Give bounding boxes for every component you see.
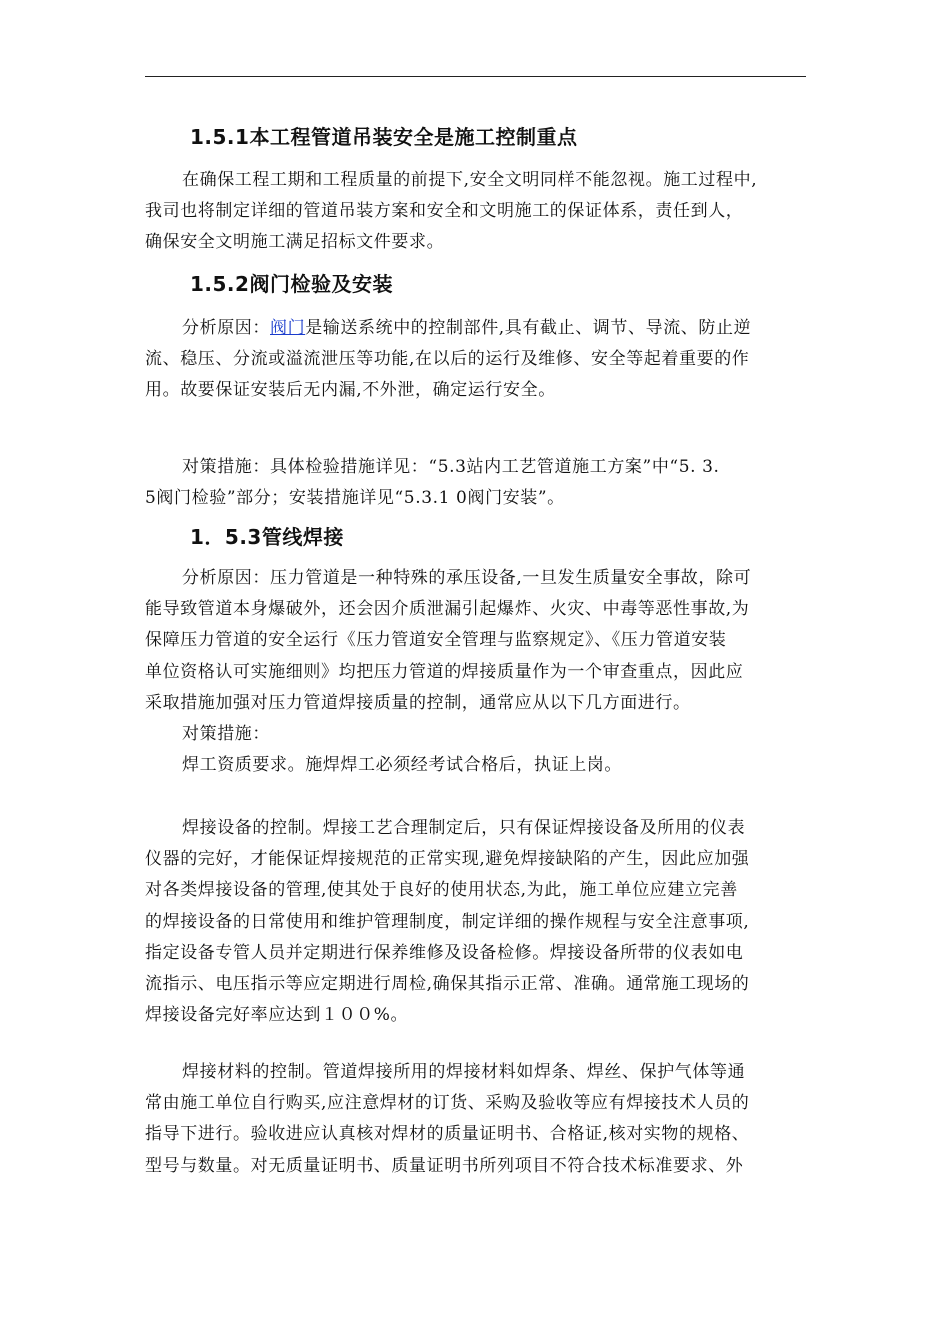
text-line: 能导致管道本身爆破外，还会因介质泄漏引起爆炸、火灾、中毒等恶性事故,为	[145, 599, 750, 620]
text-line: 型号与数量。对无质量证明书、质量证明书所列项目不符合技术标准要求、外	[145, 1155, 744, 1176]
text-line: 5阀门检验”部分；安装措施详见“5.3.1 0阀门安装”。	[145, 488, 565, 509]
paragraph-valve-analysis	[145, 313, 809, 407]
text-line: 对策措施：	[182, 724, 270, 745]
text-line: 分析原因：压力管道是一种特殊的承压设备,一旦发生质量安全事故，除可	[182, 568, 752, 588]
text-line: 保障压力管道的安全运行《压力管道安全管理与监察规定》、《压力管道安装	[145, 630, 727, 651]
section-heading-1-5-1: 1.5.1本工程管道吊装安全是施工控制重点	[190, 125, 578, 149]
text-line: 仪器的完好，才能保证焊接规范的正常实现,避免焊接缺陷的产生，因此应加强	[145, 849, 750, 870]
paragraph-safety	[145, 165, 809, 259]
paragraph-welding-equipment	[145, 813, 809, 1031]
section-heading-1-5-3: 1．5.3管线焊接	[190, 525, 344, 549]
text-run: 是输送系统中的控制部件,具有截止、调节、导流、防止逆	[305, 318, 752, 338]
text-line: 指导下进行。验收进应认真核对焊材的质量证明书、合格证,核对实物的规格、	[145, 1124, 750, 1145]
paragraph-welding-materials	[145, 1057, 809, 1182]
paragraph-valve-measures	[145, 452, 809, 514]
text-line: 对策措施：具体检验措施详见：“5.3站内工艺管道施工方案”中“5. 3.	[182, 457, 720, 477]
text-line: 采取措施加强对压力管道焊接质量的控制，通常应从以下几方面进行。	[145, 692, 691, 713]
text-line	[145, 313, 809, 344]
text-line: 焊工资质要求。施焊焊工必须经考试合格后，执证上岗。	[182, 755, 622, 776]
lead-label: 分析原因：	[182, 318, 270, 338]
text-line: 常由施工单位自行购买,应注意焊材的订货、采购及验收等应有焊接技术人员的	[145, 1093, 750, 1114]
text-line: 指定设备专管人员并定期进行保养维修及设备检修。焊接设备所带的仪表如电	[145, 942, 744, 963]
header-rule	[145, 76, 806, 77]
text-line: 在确保工程工期和工程质量的前提下,安全文明同样不能忽视。施工过程中,	[182, 170, 758, 190]
text-line: 确保安全文明施工满足招标文件要求。	[145, 232, 445, 253]
text-line: 焊接材料的控制。管道焊接所用的焊接材料如焊条、焊丝、保护气体等通	[182, 1062, 746, 1082]
text-line: 焊接设备完好率应达到１００%。	[145, 1005, 409, 1026]
text-line: 焊接设备的控制。焊接工艺合理制定后，只有保证焊接设备及所用的仪表	[182, 818, 746, 838]
text-line: 我司也将制定详细的管道吊装方案和安全和文明施工的保证体系，责任到人，	[145, 201, 744, 222]
text-line: 流指示、电压指示等应定期进行周检,确保其指示正常、准确。通常施工现场的	[145, 974, 750, 995]
paragraph-welding-analysis	[145, 563, 809, 781]
text-line: 的焊接设备的日常使用和维护管理制度，制定详细的操作规程与安全注意事项,	[145, 911, 750, 932]
valve-link[interactable]: 阀门	[270, 318, 306, 338]
text-line: 用。故要保证安装后无内漏,不外泄，确定运行安全。	[145, 380, 556, 401]
text-line: 流、稳压、分流或溢流泄压等功能,在以后的运行及维修、安全等起着重要的作	[145, 349, 750, 370]
section-heading-1-5-2: 1.5.2阀门检验及安装	[190, 272, 393, 296]
text-line: 单位资格认可实施细则》均把压力管道的焊接质量作为一个审查重点，因此应	[145, 661, 744, 682]
text-line: 对各类焊接设备的管理,使其处于良好的使用状态,为此，施工单位应建立完善	[145, 880, 738, 901]
